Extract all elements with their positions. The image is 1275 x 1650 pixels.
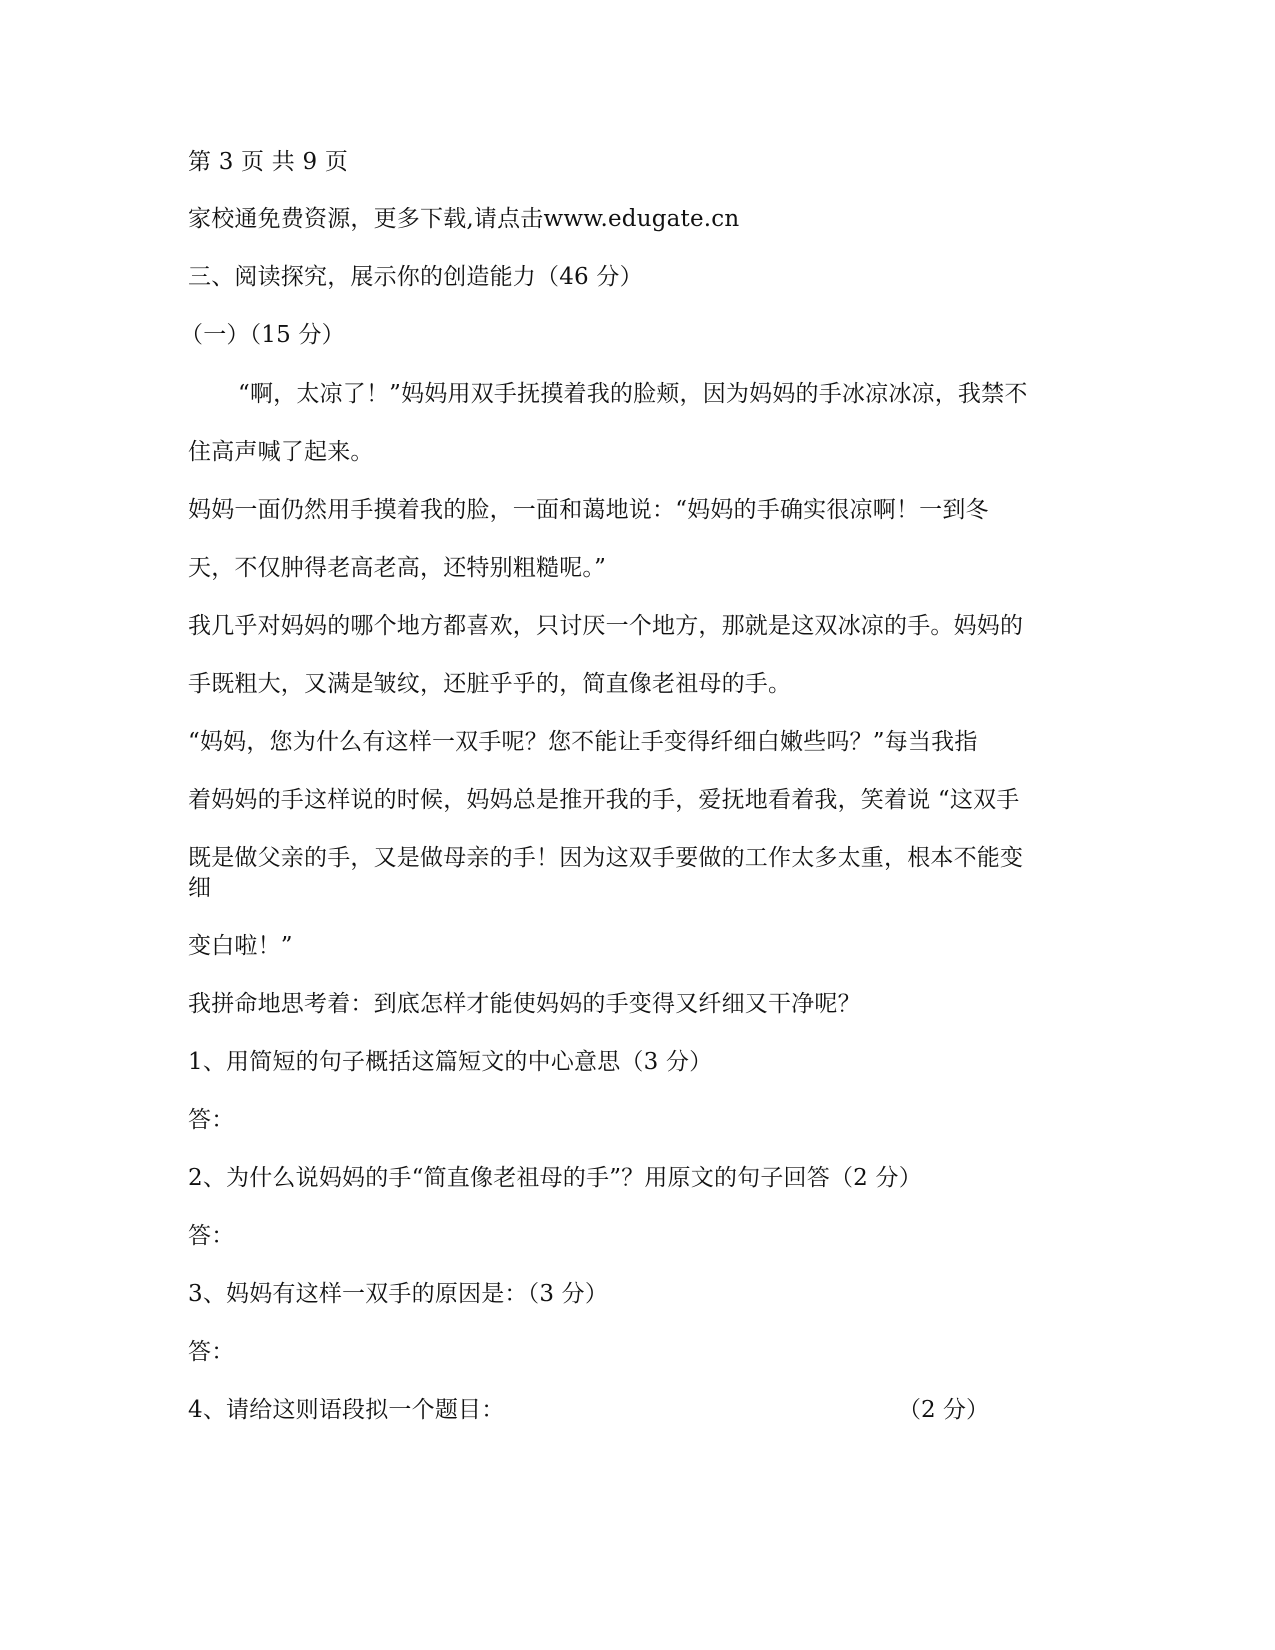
passage-line: 住高声喊了起来。: [188, 439, 374, 465]
passage-line: 变白啦！”: [188, 933, 293, 959]
question-2: 2、为什么说妈妈的手“简直像老祖母的手”？用原文的句子回答（2 分）: [188, 1165, 922, 1191]
passage-line: “妈妈，您为什么有这样一双手呢？您不能让手变得纤细白嫩些吗？”每当我指: [188, 729, 978, 755]
question-3: 3、妈妈有这样一双手的原因是：（3 分）: [188, 1281, 609, 1307]
promo-line: 家校通免费资源，更多下载,请点击www.edugate.cn: [188, 206, 740, 232]
passage-line: 妈妈一面仍然用手摸着我的脸，一面和蔼地说：“妈妈的手确实很凉啊！一到冬: [188, 497, 989, 523]
passage-line: 既是做父亲的手，又是做母亲的手！因为这双手要做的工作太多太重，根本不能变: [188, 845, 1024, 871]
passage-line: 我拼命地思考着：到底怎样才能使妈妈的手变得又纤细又干净呢？: [188, 991, 861, 1017]
subsection-title: （一）（15 分）: [180, 322, 345, 348]
section-title: 三、阅读探究，展示你的创造能力（46 分）: [188, 264, 643, 290]
page-header: 第 3 页 共 9 页: [188, 149, 349, 175]
passage-line: 细: [188, 875, 212, 901]
passage-line: 着妈妈的手这样说的时候，妈妈总是推开我的手，爱抚地看着我，笑着说 “这双手: [188, 787, 1020, 813]
answer-label-2: 答：: [188, 1223, 235, 1249]
question-4: 4、请给这则语段拟一个题目：: [188, 1397, 505, 1423]
passage-line: 手既粗大，又满是皱纹，还脏乎乎的，简直像老祖母的手。: [188, 671, 792, 697]
passage-line: 天，不仅肿得老高老高，还特别粗糙呢。”: [188, 555, 607, 581]
answer-label-1: 答：: [188, 1107, 235, 1133]
passage-line: “啊，太凉了！”妈妈用双手抚摸着我的脸颊，因为妈妈的手冰凉冰凉，我禁不: [238, 381, 1028, 407]
answer-label-3: 答：: [188, 1339, 235, 1365]
passage-line: 我几乎对妈妈的哪个地方都喜欢，只讨厌一个地方，那就是这双冰凉的手。妈妈的: [188, 613, 1024, 639]
question-1: 1、用简短的句子概括这篇短文的中心意思（3 分）: [188, 1049, 713, 1075]
question-4-score: （2 分）: [898, 1397, 989, 1423]
